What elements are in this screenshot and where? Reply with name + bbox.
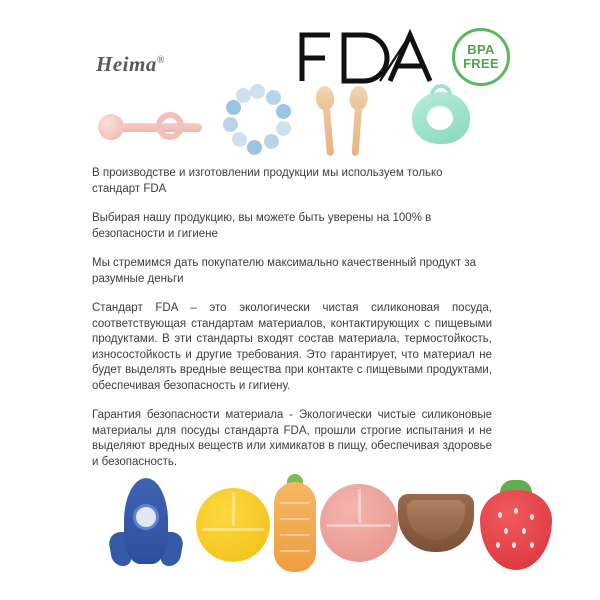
- bead: [232, 132, 247, 147]
- strawberry-seed: [512, 542, 516, 548]
- bead: [236, 88, 251, 103]
- pacifier-hole: [427, 106, 453, 130]
- bpa-free-badge: [452, 28, 510, 86]
- bead: [276, 121, 291, 136]
- carrot-rib: [280, 502, 310, 504]
- carrot-rib: [280, 518, 310, 520]
- feeding-spoon-image-1: [315, 85, 339, 156]
- carrot-rib: [280, 550, 310, 552]
- carrot-body: [274, 482, 316, 572]
- registered-trademark-symbol: ®: [156, 55, 165, 66]
- strawberry-body: [480, 490, 552, 570]
- rocket-plate-image: [110, 478, 182, 574]
- top-product-row: [90, 82, 510, 160]
- fda-logo-icon: [292, 28, 440, 86]
- pacifier-image: [408, 84, 478, 158]
- bpa-badge-line1: BPA: [467, 42, 495, 58]
- page-header: [0, 0, 600, 160]
- plate-divider-vertical: [232, 492, 235, 526]
- strawberry-seed: [522, 528, 526, 534]
- bottom-product-row: [0, 470, 600, 580]
- paragraph-2: Выбирая нашу продукцию, вы можете быть уверены на 100% в безопасности и гигиене: [92, 212, 432, 240]
- plate-divider-horizontal: [202, 528, 264, 531]
- teether-ball: [98, 114, 124, 140]
- brand-logo: [96, 52, 165, 77]
- bead: [266, 90, 281, 105]
- spoon-handle: [323, 106, 334, 156]
- bead: [223, 117, 238, 132]
- plate-divider-vertical: [358, 489, 361, 523]
- teether-ring: [156, 112, 184, 140]
- bead: [276, 104, 291, 119]
- bead-teether-chain-image: [220, 84, 298, 158]
- bead: [226, 100, 241, 115]
- strawberry-seed: [530, 514, 534, 520]
- paragraph-5: Гарантия безопасности материала - Экологически чистые силиконовые материалы для посуды стандарта FDA, прошли строгие испытания и не выделяют вредных веществ или химикатов в пищу, обеспечивая здоровье и безопасность.: [92, 409, 492, 468]
- yellow-divided-plate-image: [196, 488, 270, 562]
- spoon-handle: [352, 106, 362, 156]
- paragraph-4: Стандарт FDA – это экологически чистая силиконовая посуда, соответствующая стандартам материалов, контактирующих с пищевыми продуктами. В эти стандарты входят состав материала, термостойкость, износостойкость и другие требования. Это гарантирует, что материал не будет выделять вредные вещества при контакте с пищевыми продуктами, обеспечивая безопасность и гигиену.: [92, 302, 492, 392]
- strawberry-seed: [504, 528, 508, 534]
- description-text-block: [92, 166, 492, 484]
- carrot-plate-image: [272, 474, 318, 574]
- carrot-rib: [280, 534, 310, 536]
- bpa-badge-line2: FREE: [463, 56, 499, 71]
- strawberry-plate-image: [478, 478, 554, 572]
- brown-bowl-image: [398, 494, 474, 556]
- plate-divider-horizontal: [327, 524, 391, 527]
- paragraph-3: Мы стремимся дать покупателю максимально качественный продукт за разумные деньги: [92, 257, 477, 285]
- bead: [250, 84, 265, 99]
- bead: [264, 134, 279, 149]
- strawberry-seed: [498, 512, 502, 518]
- strawberry-seed: [514, 508, 518, 514]
- feeding-spoon-image-2: [346, 85, 369, 156]
- strawberry-seed: [496, 542, 500, 548]
- brand-name: Heima: [96, 52, 157, 76]
- silicone-teether-image: [98, 110, 206, 144]
- rocket-window: [133, 504, 159, 530]
- paragraph-1: В производстве и изготовлении продукции мы используем только стандарт FDA: [92, 167, 443, 195]
- strawberry-seed: [530, 542, 534, 548]
- bead: [247, 140, 262, 155]
- pink-divided-plate-image: [320, 484, 398, 562]
